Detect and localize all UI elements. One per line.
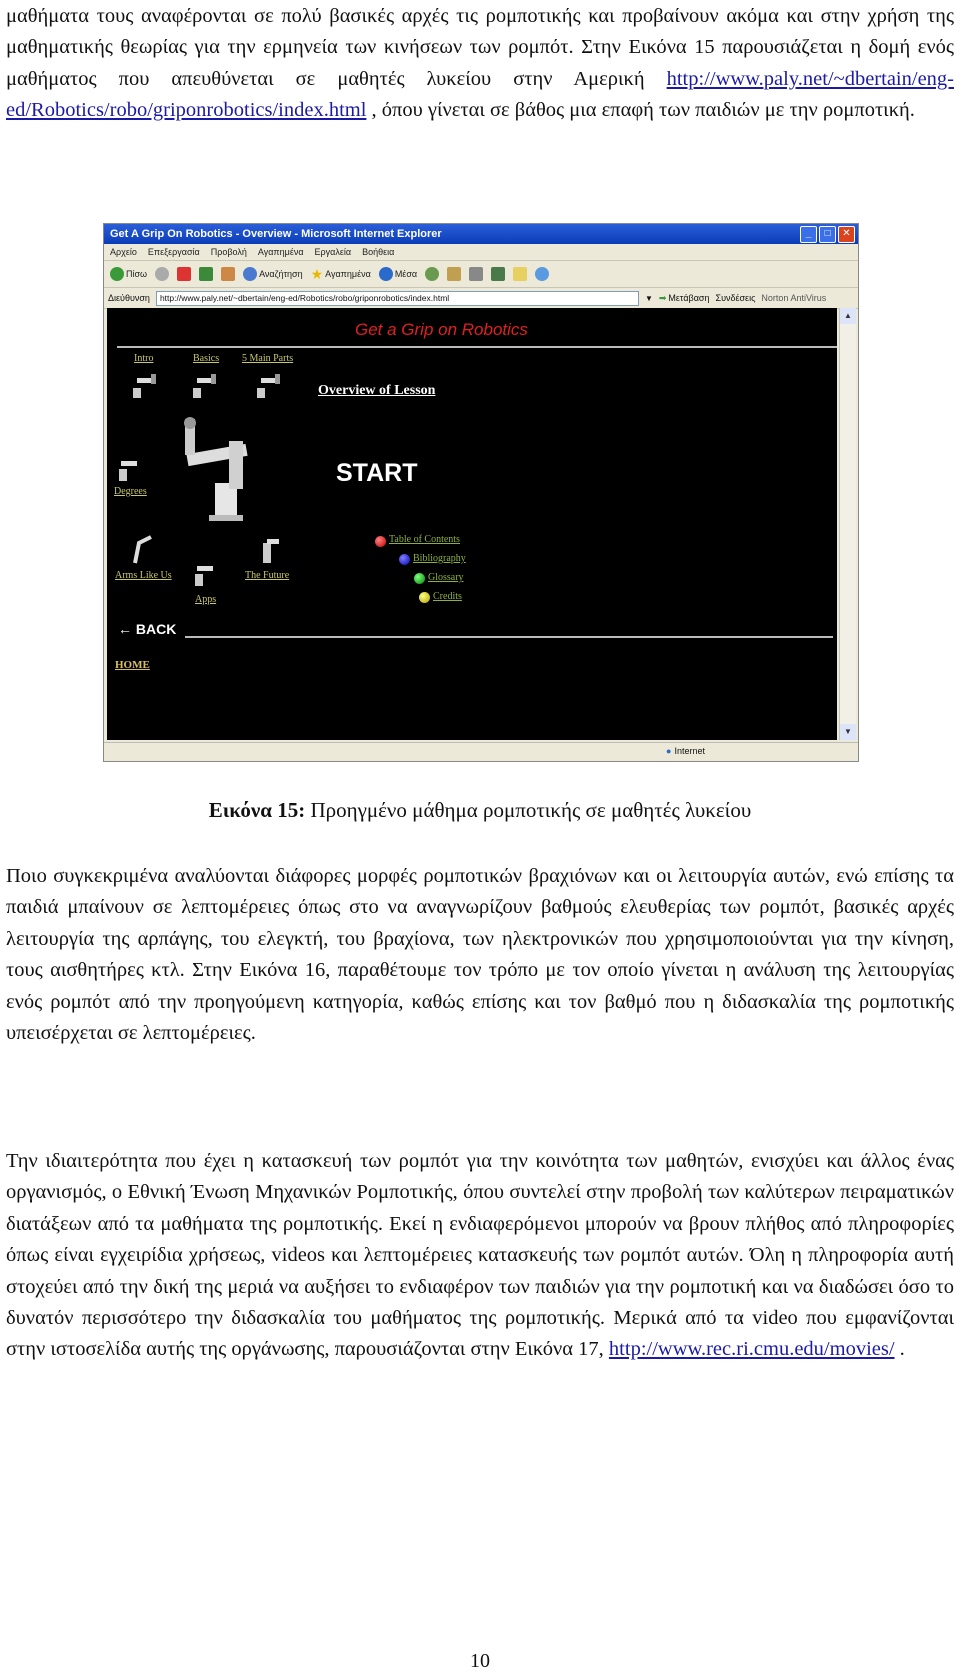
glossary-link[interactable]: Glossary xyxy=(428,572,464,583)
close-icon[interactable]: ✕ xyxy=(838,226,855,243)
figure-caption xyxy=(0,798,960,823)
address-input[interactable]: http://www.paly.net/~dbertain/eng-ed/Robotics/robo/griponrobotics/index.html xyxy=(156,291,639,306)
search-label: Αναζήτηση xyxy=(259,269,303,279)
window-title: Get A Grip On Robotics - Overview - Microsoft Internet Explorer xyxy=(110,228,442,240)
nav-intro[interactable]: Intro xyxy=(134,353,154,364)
mail-button[interactable] xyxy=(447,267,461,281)
go-button[interactable] xyxy=(659,293,710,304)
back-arrow-icon xyxy=(110,267,124,281)
paragraph-3-text: Την ιδιαιτερότητα που έχει η κατασκευή των ρομπότ για την κοινότητα των μαθητών, ενισχύει και άλλος ένας οργανισμός, ο Εθνική Ένωση Μηχανικών Ρομποτικής, όπου συντελεί στην προβολή των καλύτερων πειραματικών διατάξεων από τα μαθήματα της ρομποτικής. Εκεί η ενδιαφερόμενοι μπορούν να βρουν πλήθος από πληροφορίες όπως είναι εγχειρίδια χρήσεως, videos και λεπτομέρειες κατασκευής των ρομπότ αυτών. Όλη η πληροφορία αυτή στοχεύει από την δική της μεριά να αυξήσει το ενδιαφέρον των παιδιών για την ρομποτική και να διαδώσει όσο το δυνατόν περισσότερο την διδασκαλία του μαθήματος της ρομποτικής. Μερικά από τα video που εμφανίζονται στην ιστοσελίδα αυτής της οργάνωσης, παρουσιάζονται στην Εικόνα 17, xyxy=(6,1150,954,1361)
window-titlebar xyxy=(104,224,858,244)
media-button[interactable] xyxy=(379,267,417,281)
paragraph-2: Ποιο συγκεκριμένα αναλύονται διάφορες μορφές ρομποτικών βραχιόνων και οι λειτουργία αυτών, ενώ επίσης τα παιδιά μπαίνουν σε λεπτομέρειες όπως στο να αναγνωρίζουν βαθμούς ελευθερίας των ρομπότ, βασικές αρχές λειτουργία της αρπάγης, του ελεγκτή, του βραχίονα, των ηλεκτρονικών που χρησιμοποιούνται για την κίνηση, τους αισθητήρες κτλ. Στην Εικόνα 16, παραθέτουμε τον τρόπο με τον οποίο γίνεται η ανάλυση της λειτουργίας ενός ρομπότ από την προηγούμενη κατηγορία, καθώς επίσης και τον βαθμό που η διδασκαλία της ρομποτικής υπεισέρχεται σε λεπτομέρειες. xyxy=(6,865,954,1045)
browser-screenshot xyxy=(103,223,859,762)
home-link[interactable]: HOME xyxy=(115,659,150,671)
intro-text-end: , όπου γίνεται σε βάθος μια επαφή των παιδιών με την ρομποτική. xyxy=(366,99,915,122)
go-arrow-icon: ➡ xyxy=(658,292,667,303)
robot-arm-image xyxy=(177,413,267,523)
intro-paragraph xyxy=(6,1,954,127)
go-label: Μετάβαση xyxy=(668,293,710,303)
favorites-label: Αγαπημένα xyxy=(325,269,371,279)
media-icon xyxy=(379,267,393,281)
star-icon: ★ xyxy=(310,265,324,282)
overview-link[interactable]: Overview of Lesson xyxy=(318,383,436,398)
blue-ball-icon xyxy=(399,554,410,565)
menu-bar xyxy=(104,244,858,261)
print-icon xyxy=(469,267,483,281)
zone-label: Internet xyxy=(674,746,705,756)
mail-icon xyxy=(447,267,461,281)
bibliography-link[interactable]: Bibliography xyxy=(413,553,466,564)
scroll-up-icon[interactable]: ▲ xyxy=(840,308,856,324)
menu-help[interactable]: Βοήθεια xyxy=(362,247,395,257)
caption-label: Εικόνα 15: xyxy=(208,798,306,822)
forward-arrow-icon xyxy=(155,267,169,281)
messenger-button[interactable] xyxy=(535,267,549,281)
search-icon xyxy=(243,267,257,281)
scrollbar[interactable] xyxy=(839,308,856,740)
history-button[interactable] xyxy=(425,267,439,281)
history-icon xyxy=(425,267,439,281)
paragraph-3 xyxy=(6,1146,954,1366)
menu-favorites[interactable]: Αγαπημένα xyxy=(257,247,304,257)
refresh-icon xyxy=(199,267,213,281)
back-label: Πίσω xyxy=(126,269,148,279)
minimize-icon[interactable]: _ xyxy=(800,226,817,243)
norton-label[interactable]: Norton AntiVirus xyxy=(761,293,827,303)
back-link[interactable]: ← BACK xyxy=(118,621,177,637)
stop-button[interactable] xyxy=(177,267,191,281)
forward-button[interactable] xyxy=(155,267,169,281)
dropdown-icon[interactable]: ▼ xyxy=(644,293,653,303)
stop-icon xyxy=(177,267,191,281)
address-label: Διεύθυνση xyxy=(108,293,150,303)
intro-text: μαθήματα τους αναφέρονται σε πολύ βασικές αρχές τις ρομποτικής και προβαίνουν ακόμα και στην χρήση της μαθηματικής θεωρίας για την ερμηνεία των κινήσεων των ρομπότ. Στην Εικόνα 15 παρουσιάζεται η δομή ενός μαθήματος που απευθύνεται σε μαθητές λυκείου στην Αμερική xyxy=(6,5,954,90)
print-button[interactable] xyxy=(469,267,483,281)
globe-icon: ● xyxy=(666,746,672,756)
page-number: 10 xyxy=(470,1650,490,1672)
robot-arm-icon[interactable] xyxy=(129,533,157,567)
robot-arm-icon[interactable] xyxy=(189,370,219,400)
robot-arm-icon[interactable] xyxy=(253,370,283,400)
site-title: Get a Grip on Robotics xyxy=(355,320,528,339)
address-bar xyxy=(104,288,858,309)
caption-text: Προηγμένο μάθημα ρομποτικής σε μαθητές λυκείου xyxy=(305,798,752,822)
nav-main-parts[interactable]: 5 Main Parts xyxy=(242,353,294,364)
robot-arm-icon[interactable] xyxy=(129,370,159,400)
menu-edit[interactable]: Επεξεργασία xyxy=(147,247,200,257)
notes-button[interactable] xyxy=(513,267,527,281)
green-ball-icon xyxy=(414,573,425,584)
scroll-down-icon[interactable]: ▼ xyxy=(840,724,856,740)
red-ball-icon xyxy=(375,536,386,547)
web-page-content xyxy=(107,308,837,740)
edit-button[interactable] xyxy=(491,267,505,281)
lesson-link[interactable]: http://www.paly.net/~dbertain/eng-ed/Robotics/robo/griponrobotics/index.html xyxy=(6,67,954,122)
nav-the-future[interactable]: The Future xyxy=(245,570,290,581)
credits-link[interactable]: Credits xyxy=(433,591,462,602)
media-label: Μέσα xyxy=(394,269,418,279)
movies-link[interactable]: http://www.rec.ri.cmu.edu/movies/ xyxy=(608,1338,895,1361)
robot-arm-icon[interactable] xyxy=(191,558,219,588)
search-button[interactable] xyxy=(243,267,302,281)
home-icon xyxy=(221,267,235,281)
links-label[interactable]: Συνδέσεις xyxy=(715,293,756,303)
yellow-ball-icon xyxy=(419,592,430,603)
favorites-button[interactable] xyxy=(311,266,371,283)
notes-icon xyxy=(513,267,527,281)
nav-degrees[interactable]: Degrees xyxy=(114,486,147,497)
divider xyxy=(117,346,837,348)
refresh-button[interactable] xyxy=(199,267,213,281)
messenger-icon xyxy=(535,267,549,281)
maximize-icon[interactable]: □ xyxy=(819,226,836,243)
nav-basics[interactable]: Basics xyxy=(193,353,220,364)
back-button[interactable] xyxy=(110,267,147,281)
menu-file[interactable]: Αρχείο xyxy=(110,247,137,257)
home-button[interactable] xyxy=(221,267,235,281)
paragraph-3-end: . xyxy=(894,1338,905,1361)
toc-link[interactable]: Table of Contents xyxy=(389,534,460,545)
robot-arm-icon[interactable] xyxy=(115,453,143,483)
nav-apps[interactable]: Apps xyxy=(195,594,217,605)
menu-tools[interactable]: Εργαλεία xyxy=(314,247,352,257)
edit-icon xyxy=(491,267,505,281)
status-bar xyxy=(104,742,858,761)
start-button[interactable]: START xyxy=(336,459,418,487)
robot-arm-icon[interactable] xyxy=(255,533,283,567)
divider xyxy=(185,636,833,638)
toolbar xyxy=(104,261,858,288)
nav-arms-like-us[interactable]: Arms Like Us xyxy=(115,570,172,581)
menu-view[interactable]: Προβολή xyxy=(210,247,247,257)
